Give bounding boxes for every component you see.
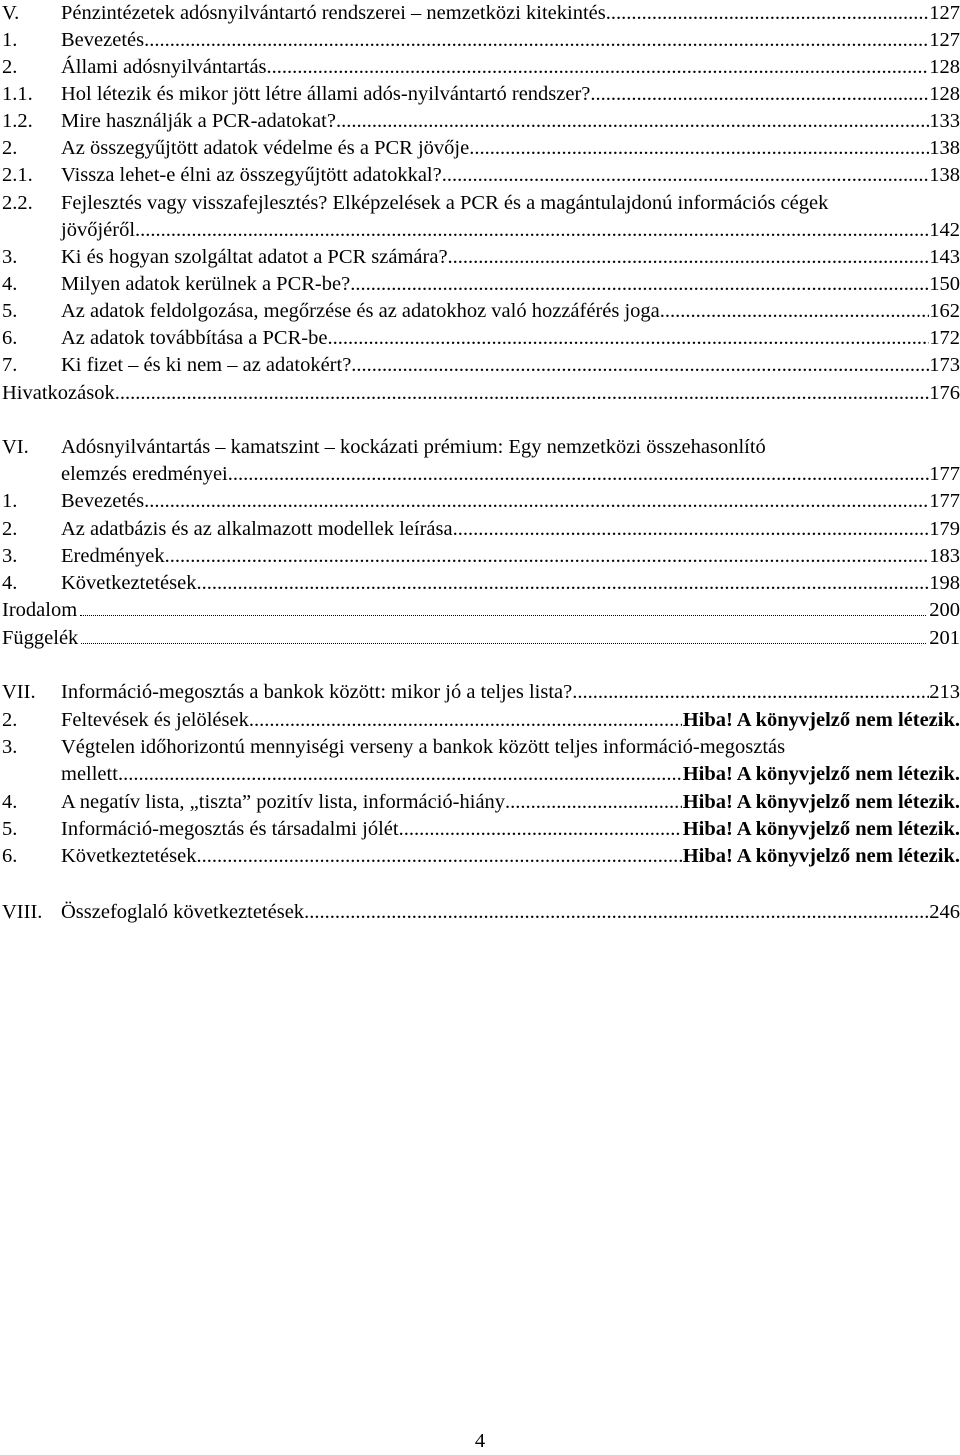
toc-entry-number: 2.1. bbox=[2, 164, 33, 186]
dot-leader bbox=[505, 789, 682, 816]
toc-entry-page: Hiba! A könyvjelző nem létezik. bbox=[682, 709, 960, 731]
toc-entry-title: Hivatkozások bbox=[2, 382, 115, 404]
dot-leader bbox=[249, 707, 682, 734]
toc-entry-number: 4. bbox=[2, 791, 18, 813]
toc-entry-page: 183 bbox=[929, 545, 960, 567]
toc-entry-number: 3. bbox=[2, 736, 18, 758]
toc-entry[interactable] bbox=[0, 597, 960, 624]
toc-entry-page: 127 bbox=[929, 2, 960, 24]
toc-entry-number: 3. bbox=[2, 246, 18, 268]
toc-entry-title: Ki és hogyan szolgáltat adatot a PCR számára? bbox=[61, 246, 448, 268]
toc-entry-title: Az adatok továbbítása a PCR-be bbox=[61, 327, 328, 349]
toc-entry[interactable] bbox=[0, 0, 960, 27]
toc-entry[interactable] bbox=[0, 816, 960, 843]
toc-entry[interactable] bbox=[0, 217, 960, 244]
toc-entry-title: Összefoglaló következtetések bbox=[61, 901, 305, 923]
toc-entry-number: VIII. bbox=[2, 901, 43, 923]
toc-entry-page: 246 bbox=[929, 901, 960, 923]
toc-entry-number: VI. bbox=[2, 436, 29, 458]
toc-entry-page: 133 bbox=[929, 110, 960, 132]
toc-entry-title: jövőjéről bbox=[61, 219, 136, 241]
dot-leader bbox=[572, 679, 929, 706]
dot-leader bbox=[606, 0, 929, 27]
dot-leader bbox=[165, 543, 930, 570]
toc-entry-title: Következtetések bbox=[61, 572, 197, 594]
dot-leader bbox=[228, 461, 929, 488]
toc-entry-number: 3. bbox=[2, 545, 18, 567]
toc-entry-number: 5. bbox=[2, 818, 18, 840]
dot-leader bbox=[81, 625, 926, 644]
toc-entry-page: 150 bbox=[929, 273, 960, 295]
toc-entry-title: Az összegyűjtött adatok védelme és a PCR jövője bbox=[61, 137, 470, 159]
toc-entry[interactable] bbox=[0, 298, 960, 325]
toc-entry-number: 2. bbox=[2, 137, 18, 159]
toc-entry-title: Végtelen időhorizontú mennyiségi verseny a bankok között teljes információ-megosztás bbox=[61, 736, 786, 758]
dot-leader bbox=[336, 108, 929, 135]
toc-entry[interactable] bbox=[0, 352, 960, 379]
toc-entry-page: 143 bbox=[929, 246, 960, 268]
toc-entry-number: 2. bbox=[2, 56, 18, 78]
dot-leader bbox=[660, 298, 929, 325]
toc-entry[interactable] bbox=[0, 516, 960, 543]
dot-leader bbox=[267, 54, 930, 81]
toc-entry-number: VII. bbox=[2, 681, 36, 703]
toc-entry-page: 172 bbox=[929, 327, 960, 349]
toc-entry[interactable] bbox=[0, 899, 960, 926]
page-number: 4 bbox=[474, 1430, 486, 1452]
toc-entry-title: Vissza lehet-e élni az összegyűjtött adatokkal? bbox=[61, 164, 442, 186]
toc-entry-page: Hiba! A könyvjelző nem létezik. bbox=[682, 763, 960, 785]
toc-entry-number: 2.2. bbox=[2, 192, 33, 214]
toc-entry-page: 201 bbox=[929, 627, 960, 649]
toc-entry-title: Az adatok feldolgozása, megőrzése és az adatokhoz való hozzáférés joga bbox=[61, 300, 660, 322]
dot-leader bbox=[80, 597, 926, 616]
toc-entry-title: Az adatbázis és az alkalmazott modellek leírása bbox=[61, 518, 453, 540]
toc-entry-page: 177 bbox=[929, 490, 960, 512]
toc-entry-title: Pénzintézetek adósnyilvántartó rendszerei – nemzetközi kitekintés bbox=[61, 2, 606, 24]
toc-entry-title: mellett bbox=[61, 763, 118, 785]
toc-entry-number: 1.1. bbox=[2, 83, 33, 105]
dot-leader bbox=[399, 816, 682, 843]
dot-leader bbox=[327, 325, 929, 352]
toc-entry[interactable] bbox=[0, 190, 960, 217]
dot-leader bbox=[196, 843, 681, 870]
toc-entry-title: Információ-megosztás a bankok között: mikor jó a teljes lista? bbox=[61, 681, 573, 703]
toc-entry[interactable] bbox=[0, 434, 960, 461]
dot-leader bbox=[351, 352, 929, 379]
toc-entry[interactable] bbox=[0, 27, 960, 54]
toc-entry[interactable] bbox=[0, 843, 960, 870]
toc-entry-title: Fejlesztés vagy visszafejlesztés? Elképzelések a PCR és a magántulajdonú információs cégek bbox=[61, 192, 829, 214]
toc-entry-title: Bevezetés bbox=[61, 29, 145, 51]
toc-entry-title: elemzés eredményei bbox=[61, 463, 228, 485]
toc-entry[interactable] bbox=[0, 54, 960, 81]
dot-leader bbox=[442, 162, 930, 189]
toc-entry-page: 128 bbox=[929, 83, 960, 105]
toc-entry-page: 162 bbox=[929, 300, 960, 322]
toc-entry-title: Következtetések bbox=[61, 845, 197, 867]
toc-entry[interactable] bbox=[0, 543, 960, 570]
toc-entry-page: 138 bbox=[929, 164, 960, 186]
toc-entry-number: 1. bbox=[2, 490, 18, 512]
toc-entry[interactable] bbox=[0, 761, 960, 788]
toc-entry[interactable] bbox=[0, 679, 960, 706]
toc-entry[interactable] bbox=[0, 625, 960, 652]
toc-entry-title: Mire használják a PCR-adatokat? bbox=[61, 110, 336, 132]
toc-entry-number: 2. bbox=[2, 518, 18, 540]
dot-leader bbox=[448, 244, 930, 271]
dot-leader bbox=[118, 761, 682, 788]
toc-entry-title: Információ-megosztás és társadalmi jólét bbox=[61, 818, 399, 840]
toc-entry[interactable] bbox=[0, 707, 960, 734]
toc-entry-number: 4. bbox=[2, 273, 18, 295]
toc-entry-number: 2. bbox=[2, 709, 18, 731]
toc-entry[interactable] bbox=[0, 81, 960, 108]
toc-entry-page: Hiba! A könyvjelző nem létezik. bbox=[682, 791, 960, 813]
toc-entry[interactable] bbox=[0, 162, 960, 189]
toc-entry-page: 177 bbox=[929, 463, 960, 485]
toc-entry-title: Hol létezik és mikor jött létre állami adós-nyilvántartó rendszer? bbox=[61, 83, 591, 105]
toc-entry-title: Állami adósnyilvántartás bbox=[61, 56, 267, 78]
toc-entry[interactable] bbox=[0, 108, 960, 135]
dot-leader bbox=[144, 27, 929, 54]
toc-entry[interactable] bbox=[0, 244, 960, 271]
toc-entry-number: V. bbox=[2, 2, 20, 24]
toc-entry-page: 138 bbox=[929, 137, 960, 159]
toc-entry[interactable] bbox=[0, 789, 960, 816]
toc-entry-page: 142 bbox=[929, 219, 960, 241]
toc-entry-title: Irodalom bbox=[2, 599, 78, 621]
toc-entry[interactable] bbox=[0, 135, 960, 162]
toc-entry[interactable] bbox=[0, 380, 960, 407]
toc-entry[interactable] bbox=[0, 488, 960, 515]
toc-entry-number: 1.2. bbox=[2, 110, 33, 132]
toc-entry[interactable] bbox=[0, 325, 960, 352]
toc-entry-page: 176 bbox=[929, 382, 960, 404]
toc-entry-page: Hiba! A könyvjelző nem létezik. bbox=[682, 818, 960, 840]
toc-entry-number: 7. bbox=[2, 354, 18, 376]
dot-leader bbox=[350, 271, 929, 298]
toc-entry-page: 127 bbox=[929, 29, 960, 51]
toc-entry[interactable] bbox=[0, 570, 960, 597]
toc-entry-page: 179 bbox=[929, 518, 960, 540]
toc-entry-page: 128 bbox=[929, 56, 960, 78]
toc-entry-title: Bevezetés bbox=[61, 490, 145, 512]
toc-entry-page: 200 bbox=[929, 599, 960, 621]
dot-leader bbox=[196, 570, 929, 597]
dot-leader bbox=[144, 488, 929, 515]
dot-leader bbox=[590, 81, 929, 108]
toc-entry-page: 213 bbox=[929, 681, 960, 703]
dot-leader bbox=[469, 135, 929, 162]
toc-entry-title: Eredmények bbox=[61, 545, 165, 567]
toc-entry-page: Hiba! A könyvjelző nem létezik. bbox=[682, 845, 960, 867]
toc-entry-number: 6. bbox=[2, 845, 18, 867]
toc-entry-number: 1. bbox=[2, 29, 18, 51]
toc-entry[interactable] bbox=[0, 461, 960, 488]
toc-entry-title: Milyen adatok kerülnek a PCR-be? bbox=[61, 273, 351, 295]
dot-leader bbox=[453, 516, 930, 543]
toc-entry-page: 173 bbox=[929, 354, 960, 376]
dot-leader bbox=[115, 380, 930, 407]
toc-entry-title: Függelék bbox=[2, 627, 79, 649]
toc-entry-title: Ki fizet – és ki nem – az adatokért? bbox=[61, 354, 352, 376]
toc-entry-number: 5. bbox=[2, 300, 18, 322]
toc-entry-number: 4. bbox=[2, 572, 18, 594]
toc-entry-title: Feltevések és jelölések bbox=[61, 709, 249, 731]
toc-entry-number: 6. bbox=[2, 327, 18, 349]
dot-leader bbox=[304, 899, 929, 926]
dot-leader bbox=[135, 217, 929, 244]
toc-entry-title: A negatív lista, „tiszta” pozitív lista, információ-hiány bbox=[61, 791, 506, 813]
toc-entry[interactable] bbox=[0, 271, 960, 298]
toc-entry-title: Adósnyilvántartás – kamatszint – kockázati prémium: Egy nemzetközi összehasonlító bbox=[61, 436, 766, 458]
toc-entry-page: 198 bbox=[929, 572, 960, 594]
toc-entry[interactable] bbox=[0, 734, 960, 761]
